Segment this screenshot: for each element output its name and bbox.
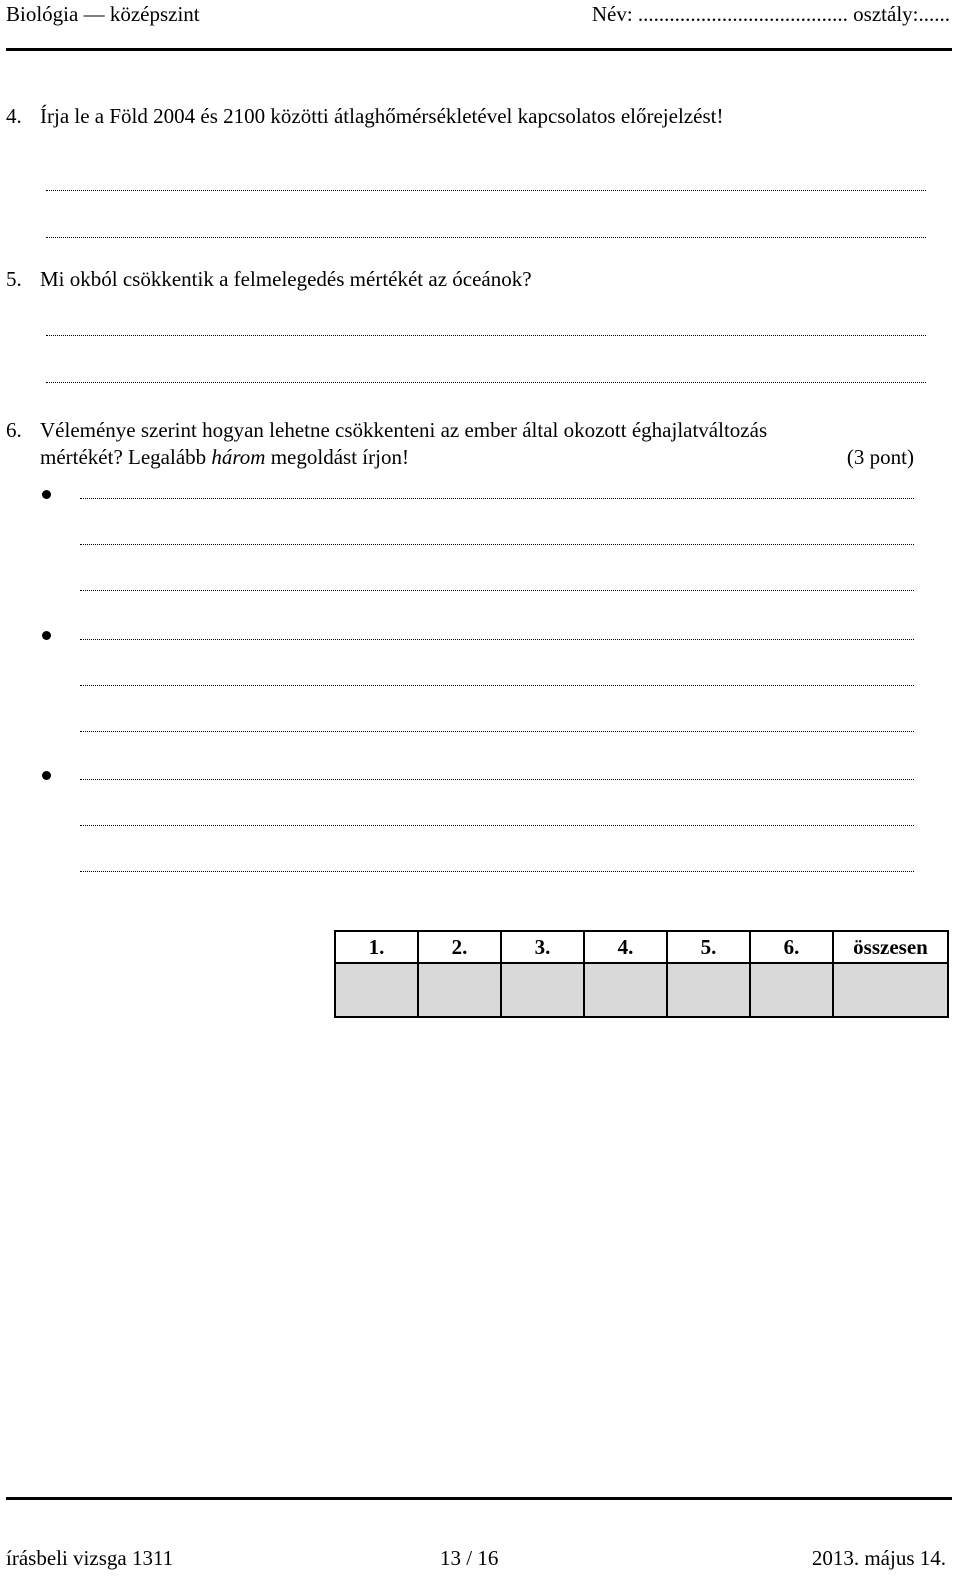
question-4 <box>6 103 723 130</box>
question-4-number: 4. <box>6 104 22 128</box>
question-6 <box>6 417 926 471</box>
answer-line-4b[interactable] <box>46 237 926 238</box>
answer-line-6-1a[interactable] <box>80 498 914 499</box>
answer-line-6-3b[interactable] <box>80 825 914 826</box>
header-subject: Biológia — középszint <box>6 2 200 26</box>
score-cell-total[interactable] <box>833 963 948 1017</box>
answer-line-6-2a[interactable] <box>80 639 914 640</box>
question-5 <box>6 266 532 293</box>
score-header-1: 1. <box>335 931 418 963</box>
question-6-emphasis: három <box>211 445 266 469</box>
answer-line-6-1b[interactable] <box>80 544 914 545</box>
score-header-3: 3. <box>501 931 584 963</box>
footer-page-number: 13 / 16 <box>440 1546 499 1570</box>
answer-line-6-3a[interactable] <box>80 779 914 780</box>
bullet-1 <box>42 490 51 499</box>
question-6-text-line2-pre: mértékét? Legalább <box>40 445 212 469</box>
score-cell-3[interactable] <box>501 963 584 1017</box>
answer-line-6-3c[interactable] <box>80 871 914 872</box>
score-cell-5[interactable] <box>667 963 750 1017</box>
answer-line-6-2b[interactable] <box>80 685 914 686</box>
score-header-2: 2. <box>418 931 501 963</box>
score-cell-2[interactable] <box>418 963 501 1017</box>
question-4-text: Írja le a Föld 2004 és 2100 közötti átlaghőmérsékletével kapcsolatos előrejelzést! <box>40 104 724 128</box>
bullet-2 <box>42 631 51 640</box>
question-6-text-line1: Véleménye szerint hogyan lehetne csökkenteni az ember által okozott éghajlatváltozás <box>40 418 768 442</box>
answer-line-6-2c[interactable] <box>80 731 914 732</box>
question-6-number: 6. <box>6 418 22 442</box>
answer-line-4a[interactable] <box>46 190 926 191</box>
score-cell-1[interactable] <box>335 963 418 1017</box>
score-cell-4[interactable] <box>584 963 667 1017</box>
score-header-row <box>335 931 948 963</box>
question-6-text-line2-post: megoldást írjon! <box>265 445 409 469</box>
answer-line-5a[interactable] <box>46 335 926 336</box>
score-value-row <box>335 963 948 1017</box>
footer-date: 2013. május 14. <box>811 1546 946 1570</box>
score-table <box>334 930 949 1018</box>
footer-rule <box>6 1497 952 1500</box>
footer-exam-code: írásbeli vizsga 1311 <box>6 1546 174 1570</box>
score-header-total: összesen <box>833 931 948 963</box>
answer-line-6-1c[interactable] <box>80 590 914 591</box>
question-5-text: Mi okból csökkentik a felmelegedés mértékét az óceánok? <box>40 267 532 291</box>
question-5-number: 5. <box>6 267 22 291</box>
score-header-6: 6. <box>750 931 833 963</box>
bullet-3 <box>42 771 51 780</box>
answer-line-5b[interactable] <box>46 382 926 383</box>
header-rule <box>6 48 952 51</box>
score-header-5: 5. <box>667 931 750 963</box>
header-name-field: Név: ........................................ osztály:...... <box>591 2 950 26</box>
page-header <box>0 0 960 56</box>
question-6-line2 <box>6 444 926 471</box>
score-header-4: 4. <box>584 931 667 963</box>
score-cell-6[interactable] <box>750 963 833 1017</box>
question-6-points: (3 pont) <box>846 445 914 469</box>
